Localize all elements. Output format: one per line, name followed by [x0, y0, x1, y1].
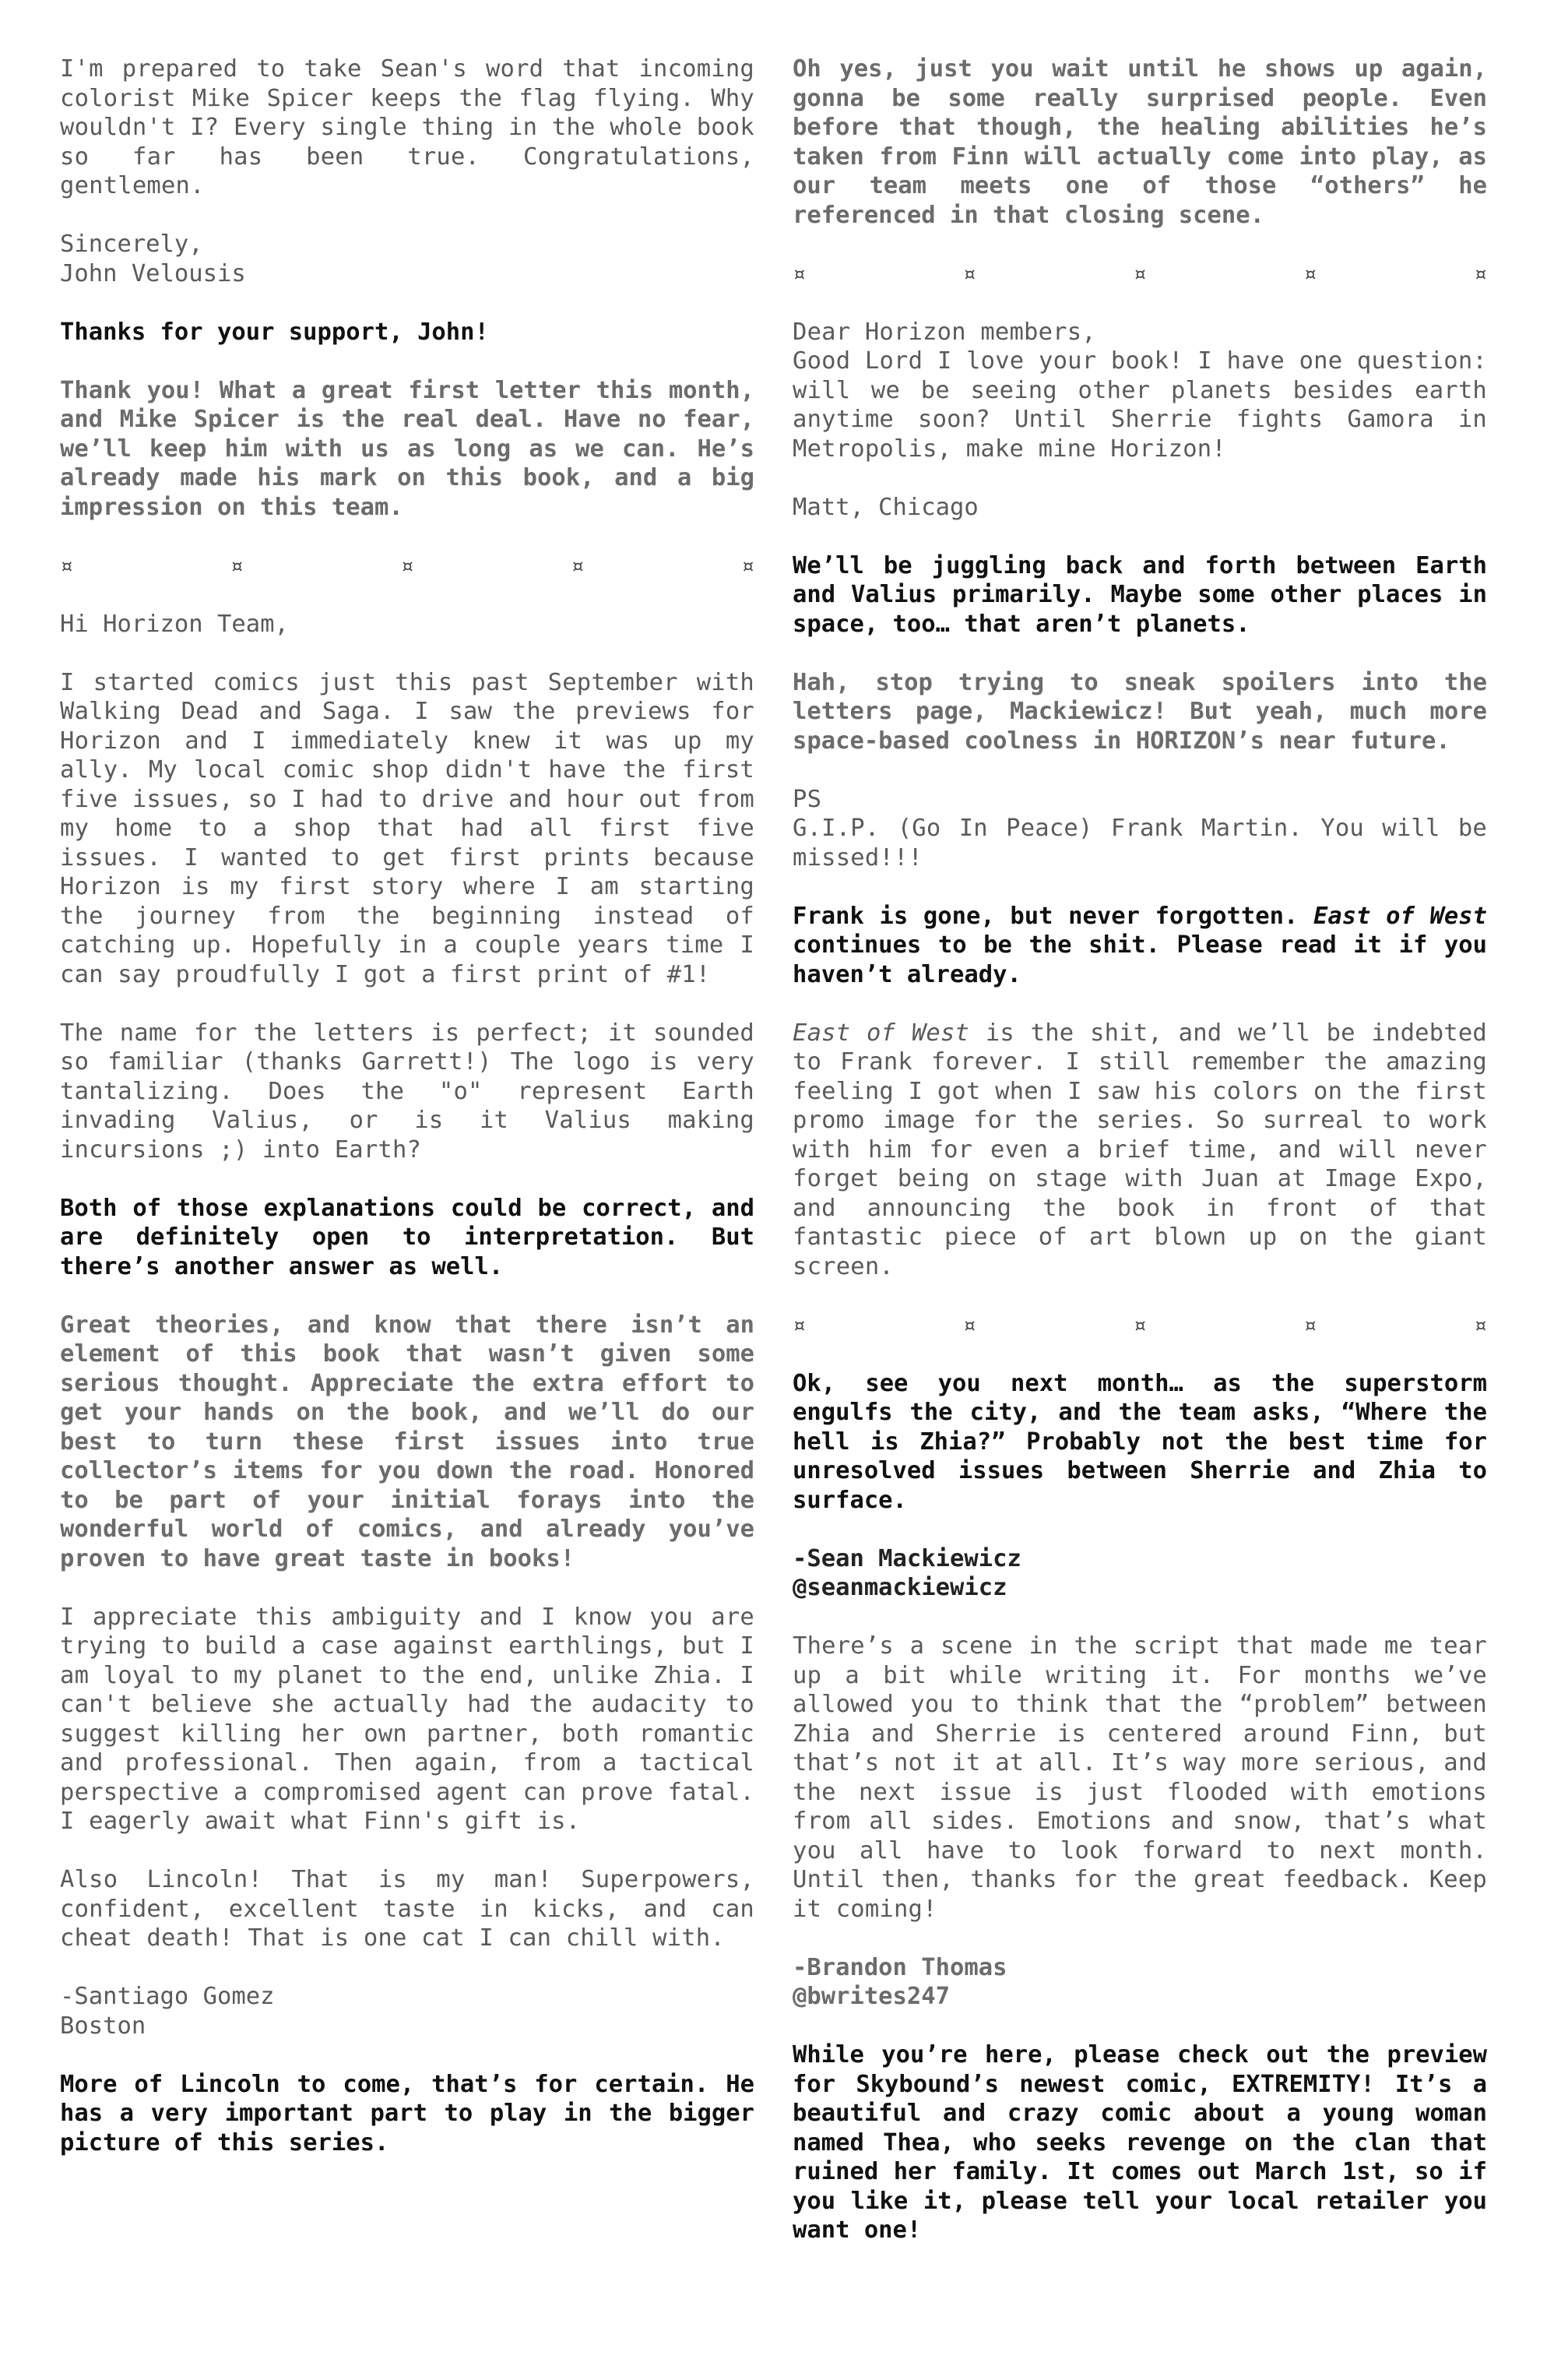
editor-reply-brandon: Thank you! What a great first letter this month, and Mike Spicer is the real deal. Have no fear, we’ll keep him with us as long as we can. He’s already made his mark on this book, and a big impression on this team.	[60, 376, 754, 521]
letter-postscript	[793, 785, 1487, 873]
signoff-salutation: Sincerely,	[60, 231, 203, 258]
section-divider	[793, 259, 1487, 289]
editor-reply-sean	[793, 902, 1487, 990]
divider-glyph: ¤	[962, 1311, 976, 1338]
divider-glyph: ¤	[1133, 1311, 1147, 1338]
editor-reply-brandon: Oh yes, just you wait until he shows up again, gonna be some really surprised people. Even before that though, the healing abilities he’s taken from Finn will actually come into play, as our team meets one of those “others” he referenced in that closing scene.	[793, 55, 1487, 229]
divider-glyph: ¤	[1474, 260, 1487, 287]
signature-handle: @bwrites247	[793, 1983, 950, 2010]
divider-glyph: ¤	[60, 552, 73, 579]
letter-salutation: Dear Horizon members,	[793, 318, 1096, 346]
comic-title: East of West	[1313, 902, 1487, 930]
signature-handle: @seanmackiewicz	[793, 1574, 1007, 1601]
letter-paragraph: I'm prepared to take Sean's word that incoming colorist Mike Spicer keeps the flag flying. Why wouldn't I? Every single thing in the whole book so far has been true. Congratulations, gentlemen.	[60, 55, 754, 199]
letter-paragraph: I started comics just this past September with Walking Dead and Saga. I saw the previews for Horizon and I immediately knew it was up my ally. My local comic shop didn't have the first five issues, so I had to drive and hour out from my home to a shop that had all first five issues. I wanted to get first prints because Horizon is my first story where I am starting the journey from the beginning instead of catching up. Hopefully in a couple years time I can say proudfully I got a first print of #1!	[60, 668, 754, 988]
letter-signoff	[60, 230, 754, 288]
signature-sean	[793, 1544, 1487, 1603]
comic-title: East of West	[793, 1019, 970, 1047]
editor-reply-brandon: Hah, stop trying to sneak spoilers into the letters page, Mackiewicz! But yeah, much more space-based coolness in HORIZON’s near future.	[793, 668, 1487, 755]
divider-glyph: ¤	[1133, 260, 1147, 287]
signoff-author: John Velousis	[60, 259, 246, 287]
editor-reply-brandon: Great theories, and know that there isn’t an element of this book that wasn’t given some serious thought. Appreciate the extra effort to get your hands on the book, and we’ll do our best to turn these first issues into true collector’s items for you down the road. Honored to be part of your initial forays into the wonderful world of comics, and already you’ve proven to have great taste in books!	[60, 1311, 754, 1572]
signoff-location: Boston	[60, 2012, 146, 2040]
reply-text: continues to be the shit. Please read it if you haven’t already.	[793, 931, 1487, 988]
letters-column-right	[793, 55, 1487, 2245]
divider-glyph: ¤	[962, 260, 976, 287]
section-divider	[793, 1311, 1487, 1340]
signature-brandon	[793, 1953, 1487, 2012]
postscript-body: G.I.P. (Go In Peace) Frank Martin. You will be missed!!!	[793, 815, 1487, 871]
postscript-label: PS	[793, 785, 822, 813]
letter-signoff	[60, 1982, 754, 2040]
letter-paragraph: The name for the letters is perfect; it sounded so familiar (thanks Garrett!) The logo is very tantalizing. Does the "o" represent Earth invading Valius, or is it Valius making incursions ;) into Earth?	[60, 1019, 754, 1164]
letter-body: Good Lord I love your book! I have one question: will we be seeing other planets besides earth anytime soon? Until Sherrie fights Gamora in Metropolis, make mine Horizon!	[793, 347, 1487, 463]
divider-glyph: ¤	[741, 552, 754, 579]
closing-note-sean: Ok, see you next month… as the superstorm engulfs the city, and the team asks, “Where the hell is Zhia?” Probably not the best time for unresolved issues between Sherrie and Zhia to surface.	[793, 1369, 1487, 1514]
editor-reply-sean: Thanks for your support, John!	[60, 318, 489, 346]
reply-text: is the shit, and we’ll be indebted to Frank forever. I still remember the amazing feeling I got when I saw his colors on the first promo image for the series. So surreal to work with him for even a brief time, and will never forget being on stage with Juan at Image Expo, and announcing the book in front of that fantastic piece of art blown up on the giant screen.	[793, 1019, 1487, 1280]
divider-glyph: ¤	[1303, 1311, 1317, 1338]
divider-glyph: ¤	[793, 1311, 806, 1338]
divider-glyph: ¤	[400, 552, 414, 579]
divider-glyph: ¤	[1303, 260, 1317, 287]
section-divider	[60, 551, 754, 581]
reply-text: Frank is gone, but never forgotten.	[793, 902, 1313, 930]
letter-paragraph: Also Lincoln! That is my man! Superpowers, confident, excellent taste in kicks, and can cheat death! That is one cat I can chill with.	[60, 1866, 754, 1952]
signature-name: -Brandon Thomas	[793, 1953, 1007, 1981]
editor-reply-sean: We’ll be juggling back and forth between Earth and Valius primarily. Maybe some other places in space, too… that aren’t planets.	[793, 551, 1487, 638]
divider-glyph: ¤	[571, 552, 585, 579]
letter-salutation: Hi Horizon Team,	[60, 610, 289, 638]
editor-reply-sean: Both of those explanations could be correct, and are definitely open to interpretation. But there’s another answer as well.	[60, 1194, 754, 1280]
signoff-author: -Santiago Gomez	[60, 1983, 275, 2010]
promo-note: While you’re here, please check out the preview for Skybound’s newest comic, EXTREMITY! It’s a beautiful and crazy comic about a young woman named Thea, who seeks revenge on the clan that ruined her family. It comes out March 1st, so if you like it, please tell your local retailer you want one!	[793, 2041, 1487, 2244]
letter-paragraph: I appreciate this ambiguity and I know you are trying to build a case against earthlings, but I am loyal to my planet to the end, unlike Zhia. I can't believe she actually had the audacity to suggest killing her own partner, both romantic and professional. Then again, from a tactical perspective a compromised agent can prove fatal. I eagerly await what Finn's gift is.	[60, 1603, 754, 1835]
signoff-author: Matt, Chicago	[793, 493, 979, 521]
closing-note-brandon: There’s a scene in the script that made me tear up a bit while writing it. For months we’ve allowed you to think that the “problem” between Zhia and Sherrie is centered around Finn, but that’s not it at all. It’s way more serious, and the next issue is just flooded with emotions from all sides. Emotions and snow, that’s what you all have to look forward to next month. Until then, thanks for the great feedback. Keep it coming!	[793, 1632, 1487, 1923]
editor-reply-brandon	[793, 1019, 1487, 1282]
signature-name: -Sean Mackiewicz	[793, 1544, 1021, 1572]
divider-glyph: ¤	[230, 552, 244, 579]
letters-column-left	[60, 55, 754, 2157]
divider-glyph: ¤	[1474, 1311, 1487, 1338]
editor-reply-sean: More of Lincoln to come, that’s for certain. He has a very important part to play in the bigger picture of this series.	[60, 2070, 754, 2156]
letter-paragraph	[793, 318, 1487, 464]
divider-glyph: ¤	[793, 260, 806, 287]
